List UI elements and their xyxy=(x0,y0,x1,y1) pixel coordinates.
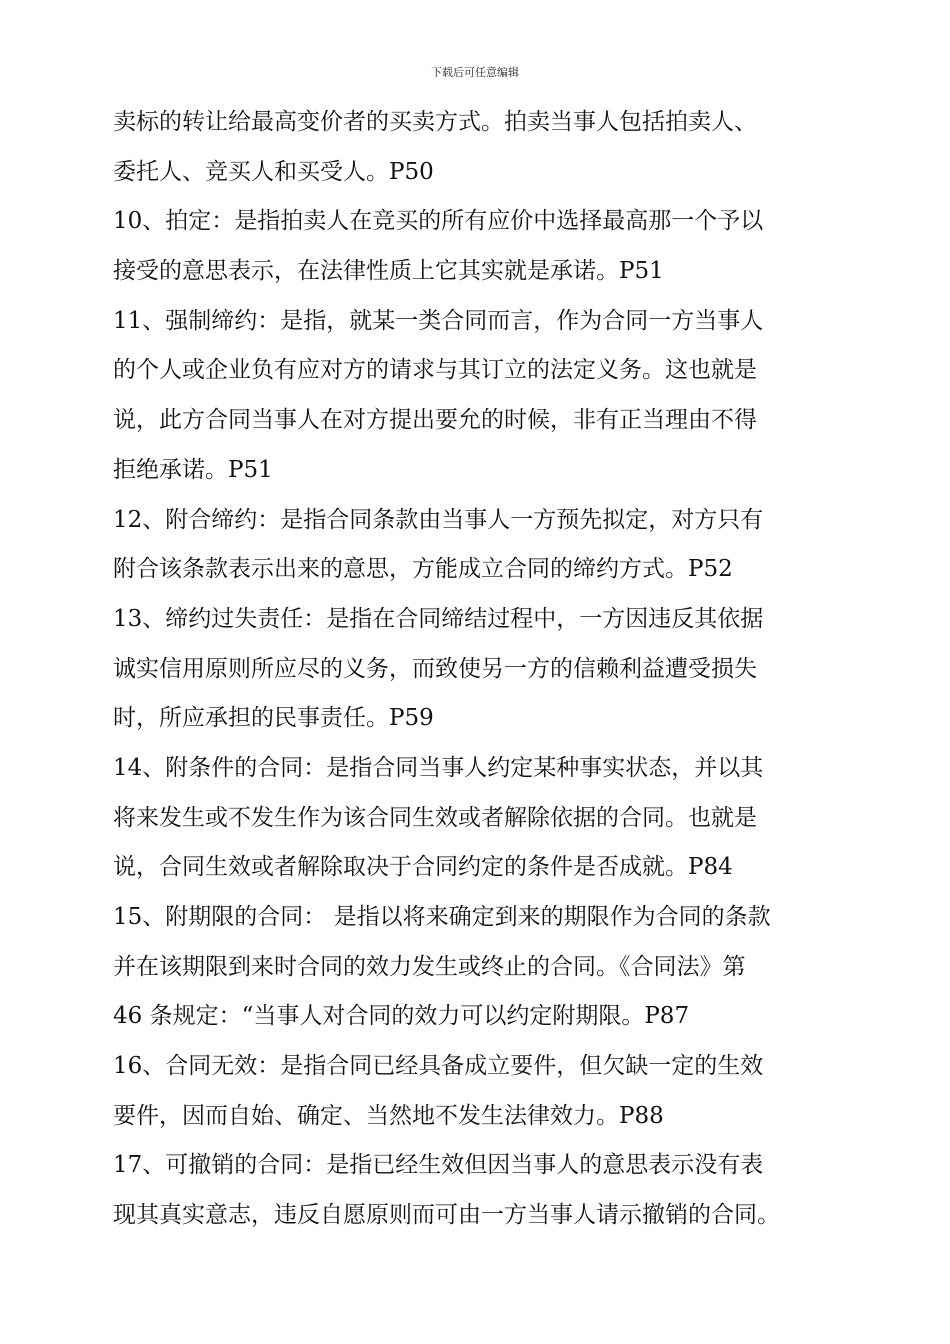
text-line: 诚实信用原则所应尽的义务，而致使另一方的信赖利益遭受损失 xyxy=(113,655,757,682)
text-line: 14、附条件的合同：是指合同当事人约定某种事实状态，并以其 xyxy=(113,754,764,781)
text-line: 拒绝承诺。P51 xyxy=(113,456,273,483)
text-line: 将来发生或不发生作为该合同生效或者解除依据的合同。也就是 xyxy=(113,804,757,831)
text-line: 12、附合缔约：是指合同条款由当事人一方预先拟定，对方只有 xyxy=(113,506,764,533)
text-line: 现其真实意志，违反自愿原则而可由一方当事人请示撤销的合同。 xyxy=(113,1202,780,1229)
text-line: 并在该期限到来时合同的效力发生或终止的合同。《合同法》第 xyxy=(113,953,746,980)
document-body xyxy=(113,98,853,1241)
text-line: 11、强制缔约：是指，就某一类合同而言，作为合同一方当事人 xyxy=(113,307,764,334)
text-line: 13、缔约过失责任：是指在合同缔结过程中，一方因违反其依据 xyxy=(113,605,764,632)
text-line: 附合该条款表示出来的意思，方能成立合同的缔约方式。P52 xyxy=(113,556,733,583)
text-line: 的个人或企业负有应对方的请求与其订立的法定义务。这也就是 xyxy=(113,357,757,384)
text-line: 46 条规定：“当事人对合同的效力可以约定附期限。P87 xyxy=(113,1003,690,1030)
text-line: 要件，因而自始、确定、当然地不发生法律效力。P88 xyxy=(113,1102,664,1129)
text-line: 10、拍定：是指拍卖人在竞买的所有应价中选择最高那一个予以 xyxy=(113,208,764,235)
text-line: 卖标的转让给最高变价者的买卖方式。拍卖当事人包括拍卖人、 xyxy=(113,109,757,135)
text-line: 说，合同生效或者解除取决于合同约定的条件是否成就。P84 xyxy=(113,854,733,881)
text-line: 15、附期限的合同： 是指以将来确定到来的期限作为合同的条款 xyxy=(113,904,771,930)
text-line: 时，所应承担的民事责任。P59 xyxy=(113,705,434,732)
text-line: 接受的意思表示，在法律性质上它其实就是承诺。P51 xyxy=(113,258,664,285)
text-line: 委托人、竞买人和买受人。P50 xyxy=(113,158,434,185)
text-line: 说，此方合同当事人在对方提出要允的时候，非有正当理由不得 xyxy=(113,407,757,434)
text-line: 17、可撤销的合同：是指已经生效但因当事人的意思表示没有表 xyxy=(113,1152,764,1179)
page-header: 下载后可任意编辑 xyxy=(431,66,519,79)
text-line: 16、合同无效：是指合同已经具备成立要件，但欠缺一定的生效 xyxy=(113,1053,764,1080)
